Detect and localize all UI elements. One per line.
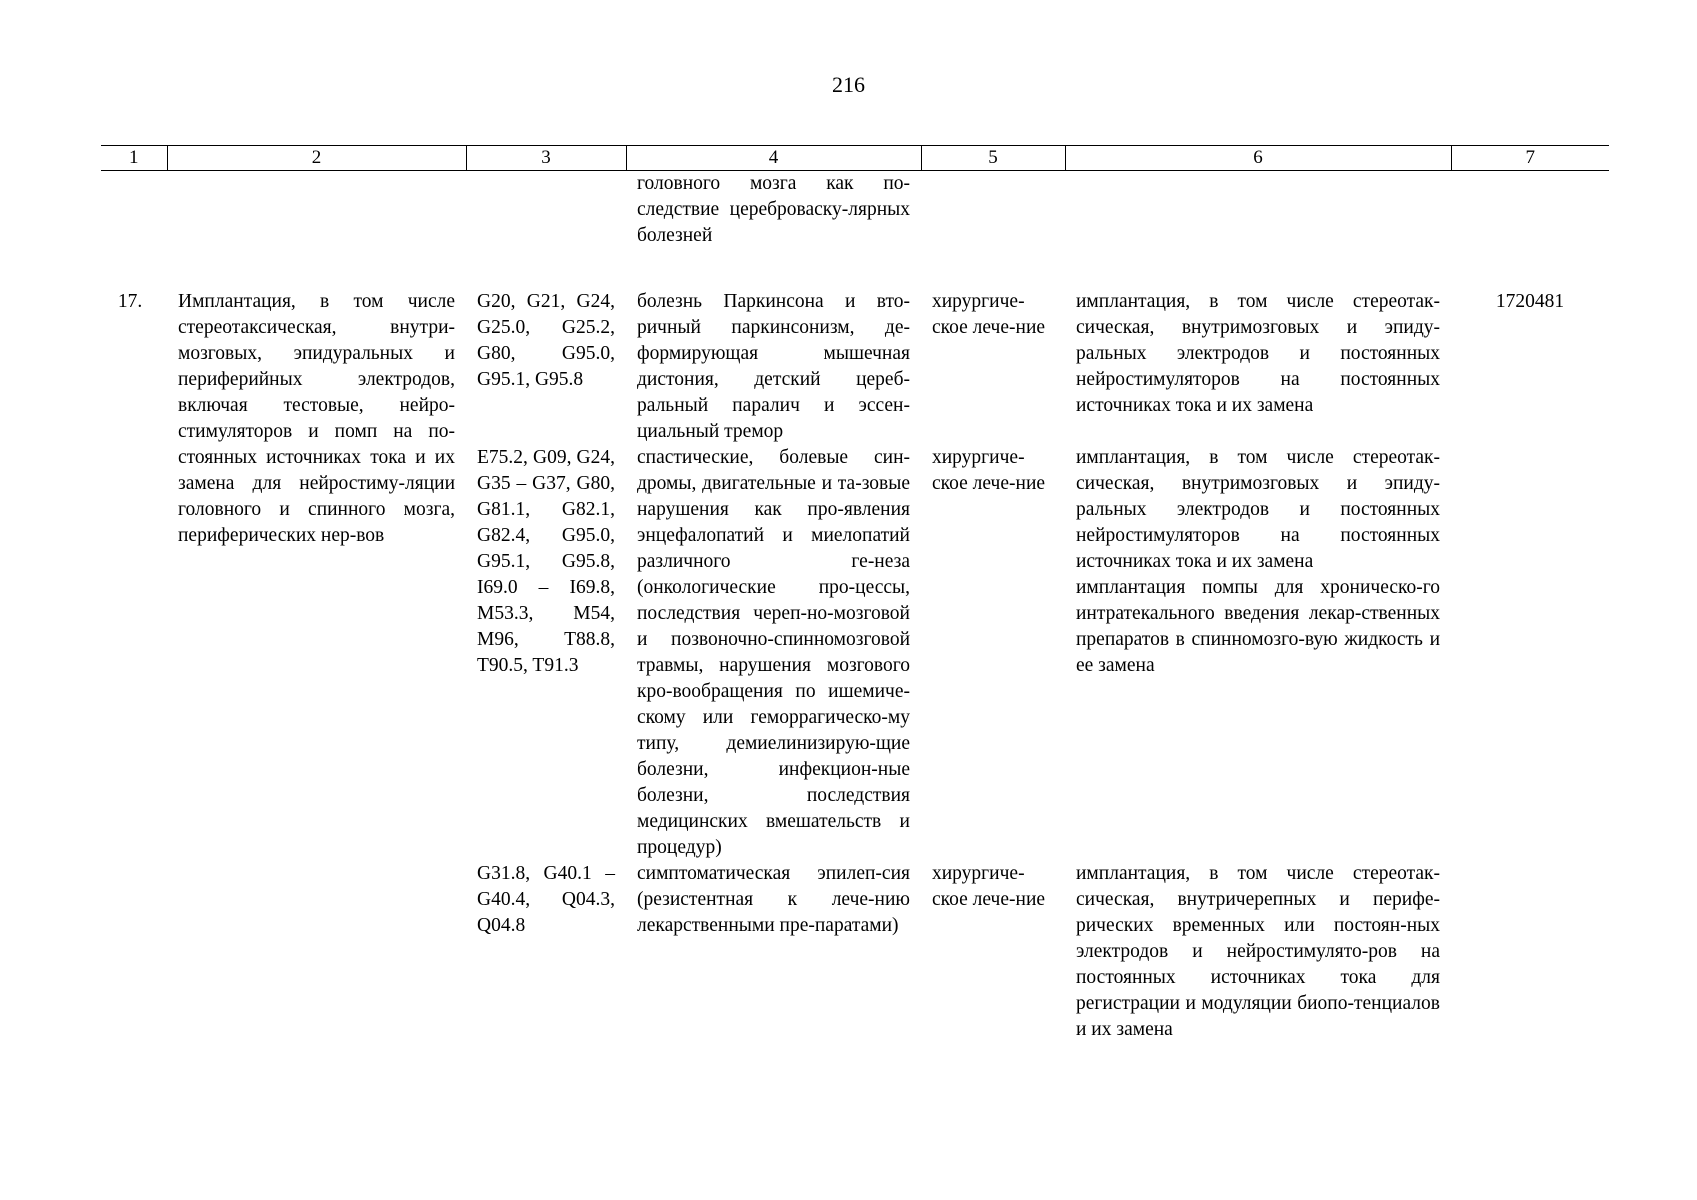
code-cell: 1720481 xyxy=(1495,291,1565,312)
icd-codes-cell: E75.2, G09, G24, G35 – G37, G80, G81.1, G82.1, G82.4, G95.0, G95.1, G95.8, I69.0 – I69.8, M53.3, M54, M96, T88.8, T90.5, T91.3 xyxy=(477,447,615,676)
continuation-treatment-cell xyxy=(921,171,1065,250)
medical-care-table-container xyxy=(101,145,1609,1043)
table-body xyxy=(101,171,1609,1044)
column-header-4: 4 xyxy=(626,146,921,171)
method-text: имплантация, в том числе стереотак-сическая, внутримозговых и эпиду-ральных электродов и постоянных нейростимуляторов на постоянных источниках тока и их замена xyxy=(1076,447,1440,572)
column-header-1: 1 xyxy=(101,146,167,171)
column-header-2: 2 xyxy=(167,146,466,171)
continuation-disease-cell: головного мозга как по-следствие цереброваску-лярных болезней xyxy=(637,173,910,246)
method-cell: имплантация, в том числе стереотак-сическая, внутричерепных и перифе-рических временных или постоян-ных электродов и нейростимулято-ров на постоянных источниках тока для регистрации и модуляции биопо-тенциалов и их замена xyxy=(1076,863,1440,1040)
method-text-secondary: имплантация помпы для хроническо-го интратекального введения лекар-ственных препаратов в спинномозго-вую жидкость и ее замена xyxy=(1076,577,1440,676)
continuation-intervention-cell xyxy=(167,171,466,250)
disease-cell: спастические, болевые син-дромы, двигательные и та-зовые нарушения как про-явления энцефалопатий и миелопатий различного ге-неза (онкологические про-цессы, последствия череп-но-мозговой и позвоночно-спинномозговой травмы, нарушения мозгового кро-вообращения по ишемиче-скому или геморрагическо-му типу, демиелинизирую-щие болезни, инфекцион-ные болезни, последствия медицинских вмешательств и процедур) xyxy=(637,447,910,858)
item-number-cell: 17. xyxy=(117,291,143,312)
intervention-cell: Имплантация, в том числе стереотаксическая, внутри-мозговых, эпидуральных и периферийных электродов, включая тестовые, нейро-стимуляторов и помп на по-стоянных источниках тока и их замена для нейростиму-ляции головного и спинного мозга, периферических нер-вов xyxy=(178,291,455,546)
treatment-cell: хирургиче-ское лече-ние xyxy=(932,291,1046,338)
continuation-row xyxy=(101,171,1609,250)
column-header-5: 5 xyxy=(921,146,1065,171)
continuation-code-cell xyxy=(1451,171,1609,250)
medical-care-table xyxy=(101,145,1609,1043)
method-cell-group xyxy=(1065,445,1451,861)
column-header-3: 3 xyxy=(466,146,626,171)
continuation-method-cell xyxy=(1065,171,1451,250)
table-row xyxy=(101,289,1609,445)
treatment-cell: хирургиче-ское лече-ние xyxy=(932,447,1046,494)
treatment-cell: хирургиче-ское лече-ние xyxy=(932,863,1046,910)
icd-codes-cell: G20, G21, G24, G25.0, G25.2, G80, G95.0, G95.1, G95.8 xyxy=(477,291,615,390)
row-spacer xyxy=(101,249,1609,289)
continuation-number-cell xyxy=(101,171,167,250)
table-header-row xyxy=(101,146,1609,171)
disease-cell: симптоматическая эпилеп-сия (резистентная к лече-нию лекарственными пре-паратами) xyxy=(637,863,910,936)
continuation-icd-cell xyxy=(466,171,626,250)
disease-cell: болезнь Паркинсона и вто-ричный паркинсонизм, де-формирующая мышечная дистония, детский цереб-ральный паралич и эссен-циальный тремор xyxy=(637,291,910,442)
column-header-7: 7 xyxy=(1451,146,1609,171)
column-header-6: 6 xyxy=(1065,146,1451,171)
method-cell: имплантация, в том числе стереотак-сическая, внутримозговых и эпиду-ральных электродов и постоянных нейростимуляторов на постоянных источниках тока и их замена xyxy=(1076,291,1440,416)
icd-codes-cell: G31.8, G40.1 – G40.4, Q04.3, Q04.8 xyxy=(477,863,615,936)
page-number: 216 xyxy=(832,72,865,97)
row-spacer-cell xyxy=(101,249,1609,289)
table-header xyxy=(101,146,1609,171)
